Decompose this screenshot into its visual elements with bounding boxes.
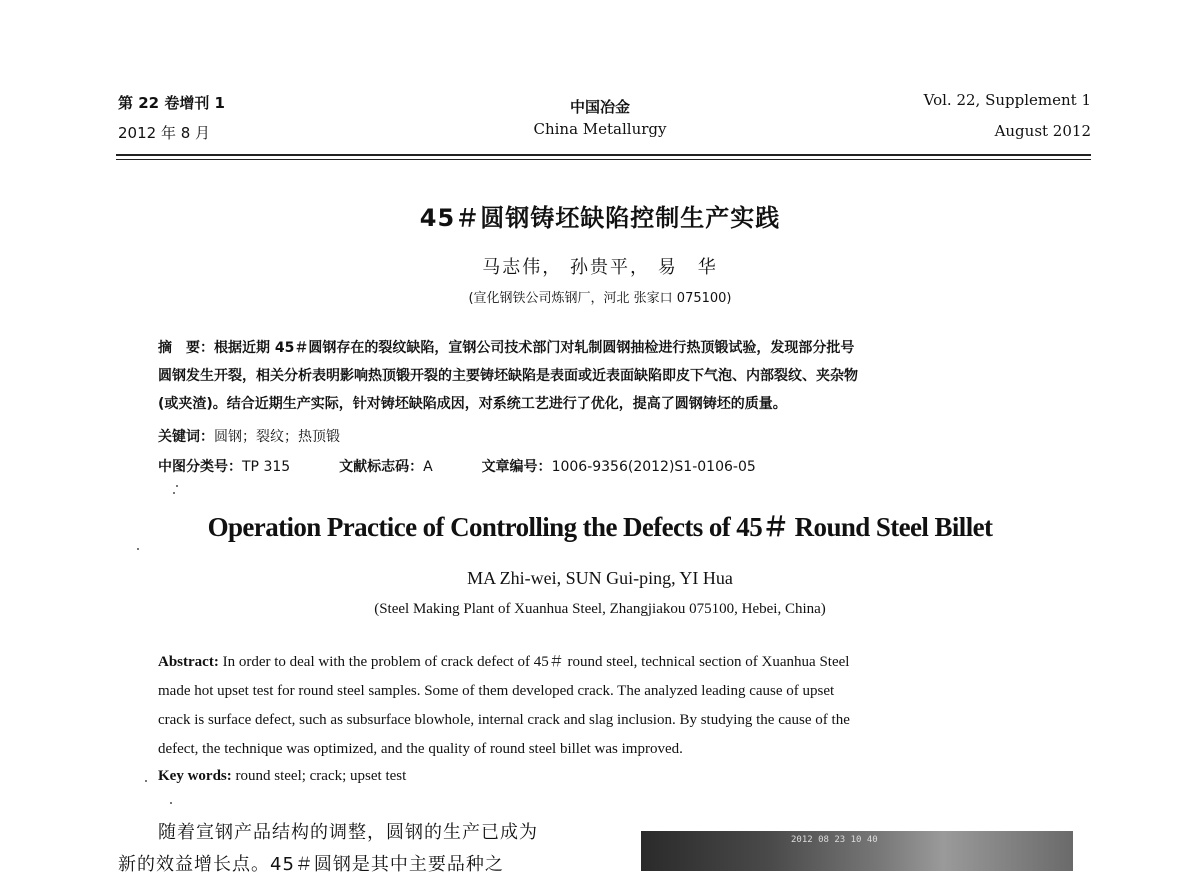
- keywords-en-label: Key words:: [158, 768, 232, 784]
- figure-timestamp: 2012 08 23 10 40: [791, 835, 878, 845]
- abstract-zh-label: 摘 要：: [158, 340, 214, 356]
- header-date-en: August 2012: [994, 122, 1091, 140]
- classification-line: [158, 456, 756, 476]
- body-zh-line: 随着宣钢产品结构的调整，圆钢的生产已成为: [158, 822, 538, 843]
- header-volume-en: Vol. 22, Supplement 1: [923, 91, 1091, 109]
- abstract-en-line: crack is surface defect, such as subsurface blowhole, internal crack and slag inclusion. By studying the cause of the: [158, 712, 850, 728]
- scan-speck: [176, 485, 178, 487]
- authors-en: MA Zhi-wei, SUN Gui-ping, YI Hua: [467, 568, 733, 588]
- header-volume: 第 22 卷增刊 1: [118, 94, 225, 112]
- title-en: Operation Practice of Controlling the Defects of 45＃ Round Steel Billet: [207, 512, 993, 542]
- article-number-label: 文章编号：: [481, 459, 552, 475]
- clc-label: 中图分类号：: [158, 459, 242, 475]
- journal-name-en: China Metallurgy: [533, 120, 667, 138]
- abstract-zh: [158, 334, 1050, 418]
- scan-speck: [173, 492, 175, 494]
- authors-zh: 马志伟， 孙贵平， 易 华: [482, 257, 718, 278]
- affiliation-zh: (宣化钢铁公司炼钢厂，河北 张家口 075100): [468, 291, 732, 306]
- header-rule-top: [116, 154, 1091, 156]
- keywords-en-text: round steel; crack; upset test: [231, 768, 407, 784]
- keywords-zh: [158, 426, 340, 446]
- keywords-zh-text: 圆钢；裂纹；热顶锻: [214, 429, 340, 445]
- scan-speck: [145, 780, 147, 782]
- clc-value: TP 315: [242, 459, 291, 475]
- header-rule-bottom: [116, 159, 1091, 160]
- abstract-zh-line: (或夹渣)。结合近期生产实际，针对铸坯缺陷成因，对系统工艺进行了优化，提高了圆钢铸坯的质量。: [158, 396, 787, 412]
- article-number-value: 1006-9356(2012)S1-0106-05: [551, 459, 756, 475]
- abstract-zh-line: 根据近期 45＃圆钢存在的裂纹缺陷，宣钢公司技术部门对轧制圆钢抽检进行热顶锻试验，发现部分批号: [214, 340, 855, 356]
- journal-name-zh: 中国冶金: [569, 98, 630, 116]
- affiliation-en: (Steel Making Plant of Xuanhua Steel, Zhangjiakou 075100, Hebei, China): [374, 601, 826, 617]
- abstract-en-label: Abstract:: [158, 654, 219, 670]
- keywords-zh-label: 关键词：: [158, 429, 214, 445]
- doc-code-label: 文献标志码：: [339, 459, 424, 475]
- title-zh: 45＃圆钢铸坯缺陷控制生产实践: [419, 204, 781, 232]
- body-zh-line: 新的效益增长点。45＃圆钢是其中主要品种之: [118, 854, 504, 875]
- abstract-en-line: made hot upset test for round steel samples. Some of them developed crack. The analyzed leading cause of upset: [158, 683, 835, 699]
- abstract-en: [158, 648, 1050, 764]
- abstract-en-line: In order to deal with the problem of crack defect of 45＃ round steel, technical section of Xuanhua Steel: [218, 654, 850, 670]
- abstract-zh-line: 圆钢发生开裂，相关分析表明影响热顶锻开裂的主要铸坯缺陷是表面或近表面缺陷即皮下气泡、内部裂纹、夹杂物: [158, 368, 858, 384]
- abstract-en-line: defect, the technique was optimized, and the quality of round steel billet was improved.: [158, 741, 683, 757]
- scan-speck: [170, 802, 172, 804]
- doc-code-value: A: [423, 459, 433, 475]
- header-date: 2012 年 8 月: [118, 124, 211, 142]
- keywords-en: [158, 768, 406, 785]
- figure-photo: [641, 831, 1073, 871]
- scan-speck: [137, 548, 139, 550]
